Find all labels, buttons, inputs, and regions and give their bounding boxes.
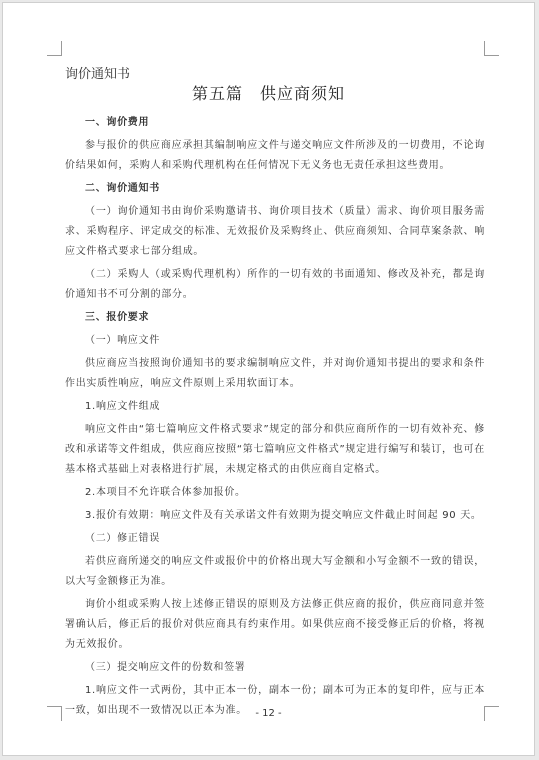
paragraph: 响应文件由“第七篇响应文件格式要求”规定的部分和供应商所作的一切有效补充、修改和承诺等文件组成，供应商应按照“第七篇响应文件格式”规定进行编写和装订，也可在基本格式基础上对表格进行扩展，未规定格式的由供应商自定格式。 [65, 424, 485, 475]
heading-inquiry-cost: 一、询价费用 [85, 117, 150, 128]
paragraph: （一）询价通知书由询价采购邀请书、询价项目技术（质量）需求、询价项目服务需求、采购程序、评定成交的标准、无效报价及采购终止、供应商须知、合同草案条款、响应文件格式要求七部分组成。 [65, 206, 485, 257]
paragraph: 2.本项目不允许联合体参加报价。 [85, 487, 246, 498]
subheading-copies-and-signing: （三）提交响应文件的份数和签署 [85, 662, 246, 673]
heading-inquiry-notice: 二、询价通知书 [85, 183, 160, 194]
crop-mark-top-right [484, 41, 499, 56]
paragraph: 询价小组或采购人按上述修正错误的原则及方法修正供应商的报价，供应商同意并签署确认后，修正后的报价对供应商具有约束作用。如果供应商不接受修正后的价格，将视为无效报价。 [65, 599, 485, 650]
section-title: 第五篇 供应商须知 [191, 84, 345, 103]
paragraph: 供应商应当按照询价通知书的要求编制响应文件，并对询价通知书提出的要求和条件作出实质性响应，响应文件原则上采用软面订本。 [65, 358, 485, 389]
subheading-correct-errors: （二）修正错误 [85, 533, 160, 544]
paragraph: 参与报价的供应商应承担其编制响应文件与递交响应文件所涉及的一切费用，不论询价结果如何，采购人和采购代理机构在任何情况下无义务也无责任承担这些费用。 [65, 140, 485, 171]
paragraph: 若供应商所递交的响应文件或报价中的价格出现大写金额和小写金额不一致的错误，以大写金额修正为准。 [65, 556, 485, 587]
running-header: 询价通知书 [65, 67, 131, 82]
subheading-response-composition: 1.响应文件组成 [85, 401, 161, 412]
page-number: - 12 - [255, 708, 282, 719]
heading-quote-requirements: 三、报价要求 [85, 312, 150, 323]
paragraph: 1.响应文件一式两份，其中正本一份，副本一份；副本可为正本的复印件，应与正本一致，如出现不一致情况以正本为准。 [65, 685, 485, 716]
subheading-response-document: （一）响应文件 [85, 335, 160, 346]
paragraph: 3.报价有效期：响应文件及有关承诺文件有效期为提交响应文件截止时间起 90 天。 [85, 510, 482, 521]
document-page [2, 2, 535, 756]
body-text [65, 113, 485, 724]
paragraph: （二）采购人（或采购代理机构）所作的一切有效的书面通知、修改及补充，都是询价通知书不可分割的部分。 [65, 269, 485, 300]
crop-mark-top-left [47, 41, 62, 56]
